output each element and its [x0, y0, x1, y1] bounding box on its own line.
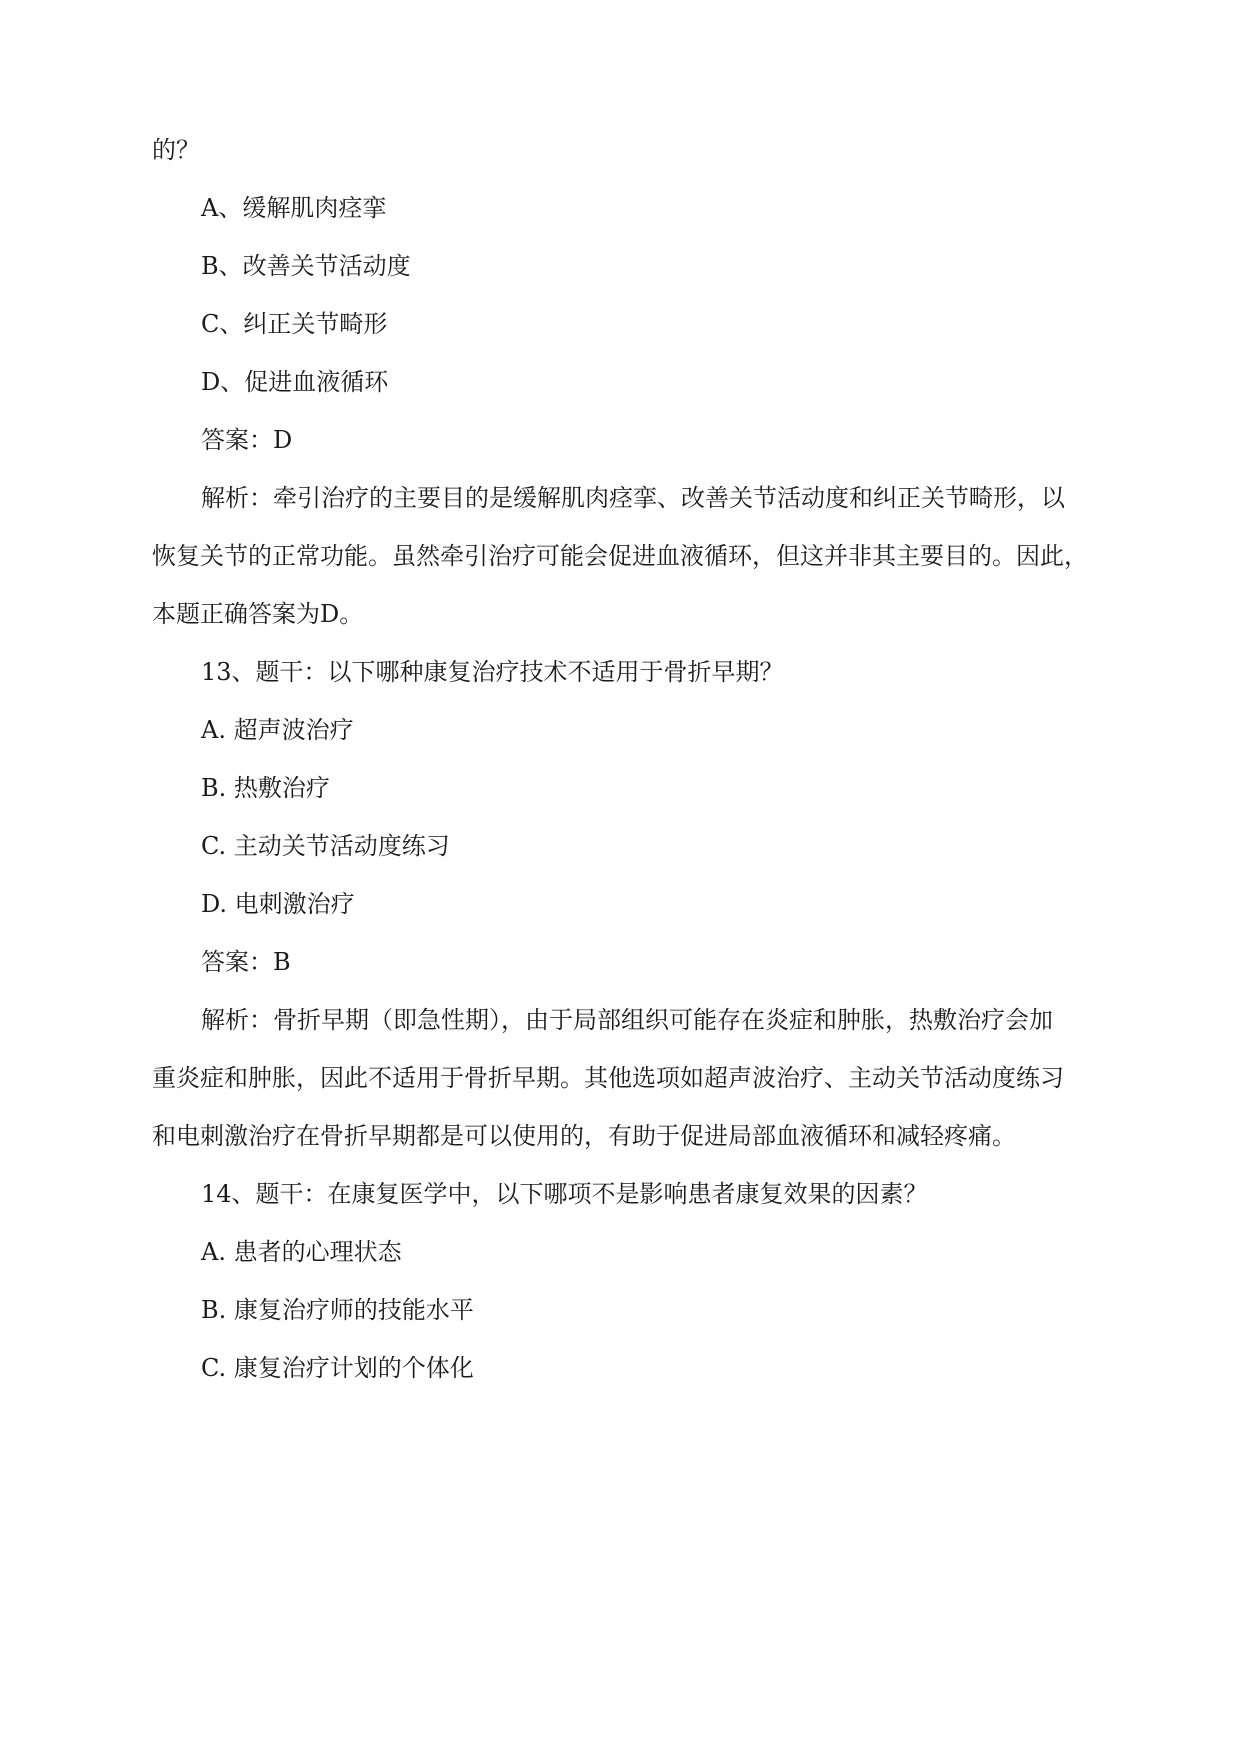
- q14-option-a: A. 患者的心理状态: [201, 1238, 402, 1266]
- q14-stem: 14、题干：在康复医学中，以下哪项不是影响患者康复效果的因素？: [201, 1180, 928, 1208]
- q12-answer: 答案：D: [201, 426, 293, 454]
- q13-stem: 13、题干：以下哪种康复治疗技术不适用于骨折早期？: [201, 658, 784, 686]
- q12-option-b: B、改善关节活动度: [201, 252, 411, 280]
- q13-analysis-line-3: 和电刺激治疗在骨折早期都是可以使用的，有助于促进局部血液循环和减轻疼痛。: [152, 1122, 1016, 1150]
- q12-option-c: C、纠正关节畸形: [201, 310, 388, 338]
- q13-option-a: A. 超声波治疗: [201, 716, 354, 744]
- q13-answer: 答案：B: [201, 948, 291, 976]
- q12-option-a: A、缓解肌肉痉挛: [201, 194, 387, 222]
- q13-option-d: D. 电刺激治疗: [201, 890, 355, 918]
- q13-option-b: B. 热敷治疗: [201, 774, 330, 802]
- q13-option-c: C. 主动关节活动度练习: [201, 832, 450, 860]
- q12-analysis-line-3: 本题正确答案为D。: [152, 600, 364, 628]
- q12-analysis-line-2: 恢复关节的正常功能。虽然牵引治疗可能会促进血液循环，但这并非其主要目的。因此，: [152, 542, 1088, 570]
- q12-analysis-line-1: 解析：牵引治疗的主要目的是缓解肌肉痉挛、改善关节活动度和纠正关节畸形，以: [201, 484, 1065, 512]
- q13-analysis-line-1: 解析：骨折早期（即急性期），由于局部组织可能存在炎症和肿胀，热敷治疗会加: [201, 1006, 1053, 1034]
- q12-option-d: D、促进血液循环: [201, 368, 389, 396]
- question-stem-continuation: 的？: [152, 136, 200, 164]
- q14-option-b: B. 康复治疗师的技能水平: [201, 1296, 474, 1324]
- q14-option-c: C. 康复治疗计划的个体化: [201, 1354, 474, 1382]
- q13-analysis-line-2: 重炎症和肿胀，因此不适用于骨折早期。其他选项如超声波治疗、主动关节活动度练习: [152, 1064, 1064, 1092]
